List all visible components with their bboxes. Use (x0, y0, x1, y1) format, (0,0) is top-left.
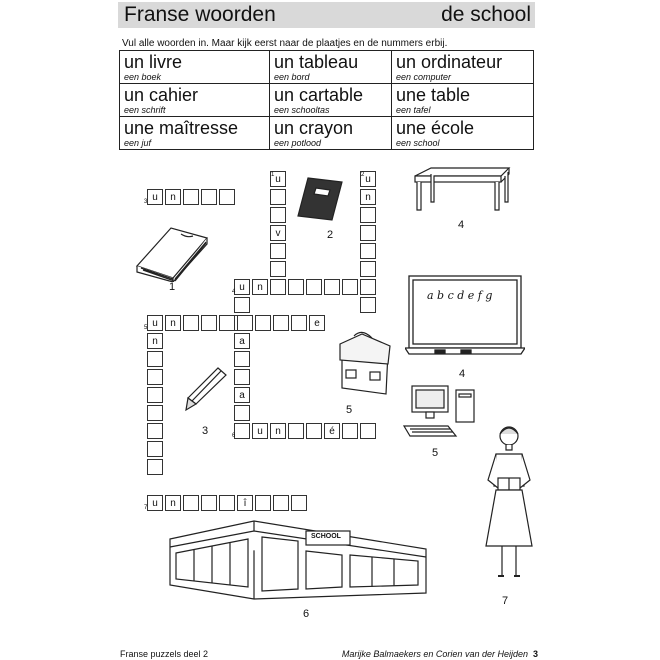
crossword-cell[interactable]: n (165, 189, 181, 205)
dutch-word: een schooltas (274, 105, 330, 115)
page-number: 3 (532, 649, 538, 659)
crossword-cell[interactable] (291, 315, 307, 331)
vocab-cell (392, 117, 534, 150)
french-word: un tableau (274, 52, 359, 72)
crossword-cell[interactable]: n (270, 423, 286, 439)
notebook-icon (296, 176, 344, 222)
dutch-word: een bord (274, 72, 310, 82)
french-word: un cahier (124, 85, 199, 105)
crossword-cell[interactable] (234, 297, 250, 313)
crossword-cell[interactable] (360, 423, 376, 439)
crossword-cell[interactable] (360, 243, 376, 259)
french-word: un ordinateur (396, 52, 503, 72)
dutch-word: een potlood (274, 138, 322, 148)
crossword-cell[interactable] (360, 279, 376, 295)
crossword-cell[interactable] (147, 405, 163, 421)
crossword-cell[interactable] (273, 315, 289, 331)
dutch-word: een computer (396, 72, 452, 82)
picture-label-6: 6 (303, 608, 310, 620)
crossword-cell[interactable] (270, 189, 286, 205)
vocab-cell (392, 84, 534, 117)
crossword-cell[interactable] (360, 297, 376, 313)
picture-label-4b: 4 (459, 368, 466, 380)
clue-number: 7 (144, 505, 148, 511)
teacher-icon (482, 424, 536, 586)
crossword-cell[interactable]: u (252, 423, 268, 439)
dutch-word: een schrift (124, 105, 166, 115)
crossword-cell[interactable] (342, 279, 358, 295)
crossword-cell[interactable]: a (234, 333, 250, 349)
dutch-word: een tafel (396, 105, 431, 115)
vocabulary-table (119, 50, 534, 150)
crossword-cell[interactable] (234, 369, 250, 385)
crossword-cell[interactable] (234, 351, 250, 367)
picture-label-5a: 5 (346, 404, 353, 416)
french-word: un livre (124, 52, 183, 72)
page-header (118, 2, 535, 28)
vocab-cell (392, 51, 534, 84)
crossword-cell[interactable] (201, 495, 217, 511)
crossword-cell[interactable]: î (237, 495, 253, 511)
picture-label-7: 7 (502, 595, 509, 607)
footer-left: Franse puzzels deel 2 (120, 649, 209, 659)
crossword-cell[interactable] (291, 495, 307, 511)
pencil-icon (184, 366, 228, 412)
blackboard-text: a b c d e f g (427, 289, 493, 302)
crossword-cell[interactable] (147, 423, 163, 439)
vocab-cell (120, 84, 270, 117)
table-row (120, 51, 534, 84)
clue-number: 6 (232, 433, 236, 439)
crossword-cell[interactable] (273, 495, 289, 511)
french-word: une maîtresse (124, 118, 239, 138)
picture-label-3: 3 (202, 425, 209, 437)
crossword-cell[interactable]: n (360, 189, 376, 205)
crossword-cell[interactable]: a (234, 387, 250, 403)
crossword-cell[interactable] (306, 279, 322, 295)
instruction-text: Vul alle woorden in. Maar kijk eerst naar de plaatjes en de nummers erbij. (122, 38, 448, 49)
book-icon (133, 224, 211, 282)
table-row (120, 84, 534, 117)
french-word: un crayon (274, 118, 354, 138)
school-sign: SCHOOL (311, 533, 341, 540)
crossword-cell[interactable] (183, 315, 199, 331)
dutch-word: een juf (124, 138, 152, 148)
dutch-word: een school (396, 138, 440, 148)
crossword-cell[interactable]: u (147, 315, 163, 331)
crossword-cell[interactable] (360, 261, 376, 277)
crossword-cell[interactable]: n (165, 315, 181, 331)
footer-authors: Marijke Balmaekers en Corien van der Heijden (341, 649, 528, 659)
clue-number: 1 (271, 172, 275, 178)
dutch-word: een boek (124, 72, 162, 82)
picture-label-2: 2 (327, 229, 334, 241)
picture-label-5b: 5 (432, 447, 439, 459)
satchel-icon (332, 330, 394, 396)
crossword-cell[interactable] (147, 351, 163, 367)
crossword-cell[interactable]: u (234, 279, 250, 295)
vocab-cell (270, 84, 392, 117)
table-row (120, 117, 534, 150)
crossword-cell[interactable]: e (309, 315, 325, 331)
crossword-cell[interactable] (255, 495, 271, 511)
crossword-cell[interactable] (183, 495, 199, 511)
french-word: une table (396, 85, 471, 105)
vocab-cell (120, 117, 270, 150)
footer-right (342, 649, 538, 659)
table-icon (409, 166, 515, 214)
crossword-cell[interactable]: u (360, 171, 376, 187)
clue-number: 5 (144, 325, 148, 331)
crossword-cell[interactable] (234, 423, 250, 439)
vocab-cell (270, 51, 392, 84)
clue-number: 4 (232, 289, 236, 295)
crossword-cell[interactable]: é (324, 423, 340, 439)
crossword-cell[interactable] (219, 189, 235, 205)
crossword-cell[interactable] (306, 423, 322, 439)
computer-icon (402, 384, 480, 440)
crossword-cell[interactable] (201, 189, 217, 205)
vocab-cell (120, 51, 270, 84)
crossword-cell[interactable] (288, 279, 304, 295)
crossword-cell[interactable] (288, 423, 304, 439)
crossword-cell[interactable] (219, 315, 235, 331)
crossword-cell[interactable] (237, 315, 253, 331)
crossword-cell[interactable] (270, 261, 286, 277)
crossword-cell[interactable] (147, 441, 163, 457)
crossword-cell[interactable] (147, 387, 163, 403)
crossword-cell[interactable] (183, 189, 199, 205)
french-word: un cartable (274, 85, 364, 105)
school-building-icon (166, 517, 430, 601)
crossword-cell[interactable]: u (270, 171, 286, 187)
clue-number: 2 (361, 172, 365, 178)
crossword-cell[interactable] (255, 315, 271, 331)
crossword-cell[interactable]: v (270, 225, 286, 241)
crossword-cell[interactable]: n (252, 279, 268, 295)
crossword-cell[interactable]: u (147, 189, 163, 205)
page-subtitle: de school (441, 3, 531, 26)
crossword-cell[interactable]: u (147, 495, 163, 511)
french-word: une école (396, 118, 475, 138)
crossword-cell[interactable] (324, 279, 340, 295)
crossword-cell[interactable] (219, 495, 235, 511)
clue-number: 3 (144, 199, 148, 205)
picture-label-1: 1 (169, 281, 176, 293)
crossword-cell[interactable]: n (147, 333, 163, 349)
crossword-cell[interactable]: n (165, 495, 181, 511)
crossword-cell[interactable] (270, 207, 286, 223)
crossword-cell[interactable] (270, 243, 286, 259)
crossword-cell[interactable] (360, 207, 376, 223)
crossword-cell[interactable] (147, 369, 163, 385)
blackboard-icon (405, 274, 525, 360)
vocab-cell (270, 117, 392, 150)
picture-label-4a: 4 (458, 219, 465, 231)
crossword-cell[interactable] (234, 405, 250, 421)
crossword-cell[interactable] (201, 315, 217, 331)
crossword-cell[interactable] (342, 423, 358, 439)
crossword-cell[interactable] (147, 459, 163, 475)
page-title: Franse woorden (124, 3, 276, 26)
crossword-cell[interactable] (270, 279, 286, 295)
crossword-cell[interactable] (360, 225, 376, 241)
